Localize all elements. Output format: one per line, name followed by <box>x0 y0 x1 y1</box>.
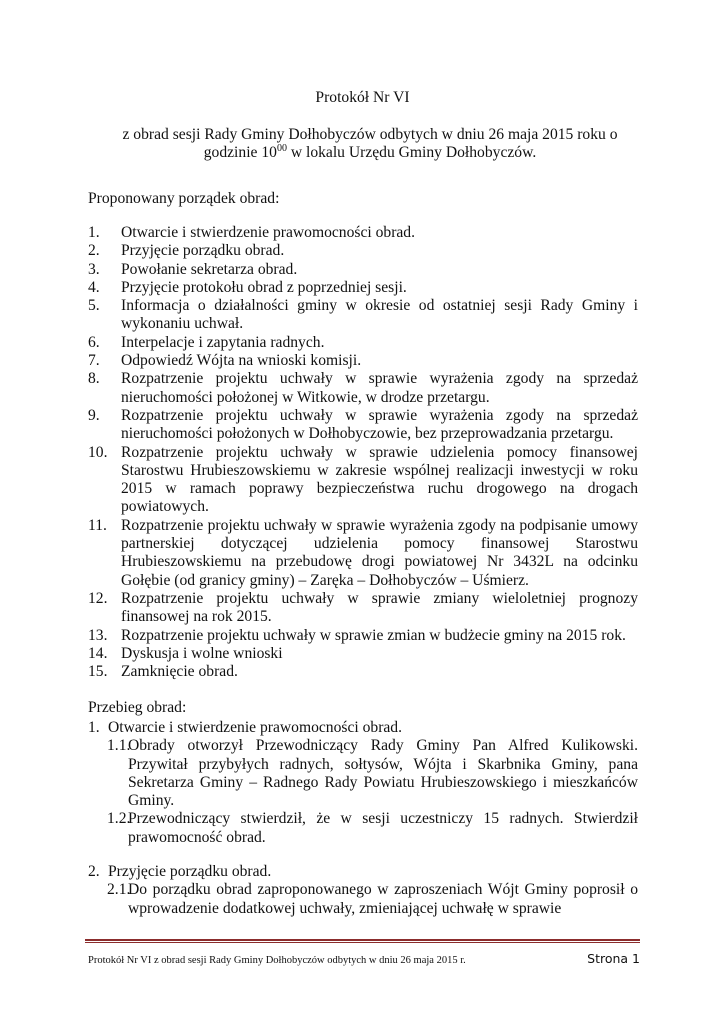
subsection-1-1 <box>88 737 638 810</box>
section-2-number: 2. <box>88 863 100 880</box>
agenda-item-text: Rozpatrzenie projektu uchwały w sprawie zmiany wieloletniej prognozy finansowej na rok 2015. <box>121 589 638 626</box>
agenda-item-text: Odpowiedź Wójta na wnioski komisji. <box>121 352 362 370</box>
agenda-item-text: Rozpatrzenie projektu uchwały w sprawie wyrażenia zgody na sprzedaż nieruchomości położonych w Dołhobyczowie, bez przeprowadzania przetargu. <box>121 406 638 443</box>
agenda-item-number: 3. <box>88 260 100 278</box>
subtitle-time-minutes: 00 <box>276 143 287 155</box>
subsection-1-1-number: 1.1. <box>107 737 131 755</box>
agenda-item-text: Zamknięcie obrad. <box>121 663 238 681</box>
agenda-item-text: Dyskusja i wolne wnioski <box>121 644 283 662</box>
agenda-item <box>88 517 638 590</box>
agenda-item-number: 13. <box>88 626 108 644</box>
subsection-2-1-number: 2.1. <box>107 881 131 899</box>
subsection-1-1-text: Obrady otworzył Przewodniczący Rady Gminy Pan Alfred Kulikowski. Przywitał przybyłych radnych, sołtysów, Wójta i Skarbnika Gminy, pana Sekretarza Gminy – Radnego Rady Powiatu Hrubieszowskiego i mieszkańców Gminy. <box>128 737 638 810</box>
subsection-1-2-text: Przewodniczący stwierdził, że w sesji uczestniczy 15 radnych. Stwierdził prawomocność obrad. <box>128 810 638 846</box>
agenda-item <box>88 370 638 407</box>
agenda-item-number: 4. <box>88 278 100 296</box>
agenda-item-text: Rozpatrzenie projektu uchwały w sprawie udzielenia pomocy finansowej Starostwu Hrubieszowskiemu w zakresie wspólnej realizacji inwestycji w roku 2015 w ramach poprawy bezpieczeństwa ruchu drogowego na drogach powiatowych. <box>121 443 638 516</box>
footer-text: Protokół Nr VI z obrad sesji Rady Gminy Dołhobyczów odbytych w dniu 26 maja 2015 r. <box>88 955 466 966</box>
proceedings-heading: Przebieg obrad: <box>88 699 187 716</box>
subtitle-line-1: z obrad sesji Rady Gminy Dołhobyczów odbytych w dniu 26 maja 2015 roku o <box>122 126 618 143</box>
agenda-item-number: 5. <box>88 297 100 315</box>
section-2-title: Przyjęcie porządku obrad. <box>108 863 272 880</box>
agenda-item-text: Przyjęcie porządku obrad. <box>121 242 285 260</box>
section-1-title: Otwarcie i stwierdzenie prawomocności obrad. <box>108 719 403 736</box>
agenda-item-number: 9. <box>88 406 100 424</box>
agenda-item <box>88 242 638 260</box>
agenda-item-number: 6. <box>88 333 100 351</box>
footer-divider <box>85 939 640 941</box>
agenda-item-number: 11. <box>88 516 107 534</box>
agenda-item <box>88 334 638 352</box>
agenda-item-text: Rozpatrzenie projektu uchwały w sprawie zmian w budżecie gminy na 2015 rok. <box>121 626 626 644</box>
agenda-item-number: 2. <box>88 242 100 260</box>
agenda-item <box>88 663 638 681</box>
agenda-item-number: 1. <box>88 224 100 241</box>
agenda-item <box>88 590 638 627</box>
subsection-1-2 <box>88 810 638 847</box>
agenda-item <box>88 261 638 279</box>
document-subtitle <box>100 126 640 163</box>
agenda-item-number: 7. <box>88 352 100 370</box>
agenda-item <box>88 224 638 242</box>
agenda-item-text: Rozpatrzenie projektu uchwały w sprawie wyrażenia zgody na sprzedaż nieruchomości położonej w Witkowie, w drodze przetargu. <box>121 370 638 406</box>
agenda-item <box>88 352 638 370</box>
subtitle-time-hour: godzinie 10 <box>203 144 277 162</box>
agenda-item-text: Powołanie sekretarza obrad. <box>121 260 298 278</box>
agenda-heading: Proponowany porządek obrad: <box>88 190 280 207</box>
agenda-item-number: 14. <box>88 644 108 662</box>
agenda-item-text: Rozpatrzenie projektu uchwały w sprawie wyrażenia zgody na podpisanie umowy partnerskiej dotyczącej udzielenia pomocy finansowej Starostwu Hrubieszowskiemu na przebudowę drogi powiatowej Nr 3432L na odcinku Gołębie (od granicy gminy) – Zaręka – Dołhobyczów – Uśmierz. <box>121 516 638 589</box>
agenda-item-text: Otwarcie i stwierdzenie prawomocności obrad. <box>121 224 416 241</box>
footer-divider-thin <box>85 942 640 943</box>
agenda-item-number: 10. <box>88 443 108 461</box>
agenda-item-text: Przyjęcie protokołu obrad z poprzedniej sesji. <box>121 278 407 296</box>
agenda-item <box>88 627 638 645</box>
subsection-2-1 <box>88 881 638 918</box>
agenda-item <box>88 407 638 444</box>
agenda-item-number: 15. <box>88 663 108 681</box>
agenda-item <box>88 444 638 517</box>
agenda-item-number: 8. <box>88 370 100 388</box>
agenda-item <box>88 279 638 297</box>
agenda-item <box>88 645 638 663</box>
agenda-item <box>88 297 638 334</box>
subsection-2-1-text: Do porządku obrad zaproponowanego w zaproszeniach Wójt Gminy poprosił o wprowadzenie dodatkowej uchwały, zmieniającej uchwałę w sprawie <box>128 881 638 917</box>
section-2 <box>88 863 638 918</box>
agenda-item-number: 12. <box>88 589 108 607</box>
page-number: Strona 1 <box>587 951 640 966</box>
section-1 <box>88 719 638 847</box>
subtitle-location: w lokalu Urzędu Gminy Dołhobyczów. <box>286 144 537 162</box>
agenda-item-text: Interpelacje i zapytania radnych. <box>121 333 325 351</box>
agenda-list <box>88 224 638 681</box>
section-1-number: 1. <box>88 719 100 736</box>
subtitle-line-2 <box>100 144 640 162</box>
agenda-item-text: Informacja o działalności gminy w okresie od ostatniej sesji Rady Gminy i wykonaniu uchwał. <box>121 297 638 333</box>
subsection-1-2-number: 1.2. <box>107 810 131 828</box>
document-title: Protokół Nr VI <box>315 89 410 106</box>
